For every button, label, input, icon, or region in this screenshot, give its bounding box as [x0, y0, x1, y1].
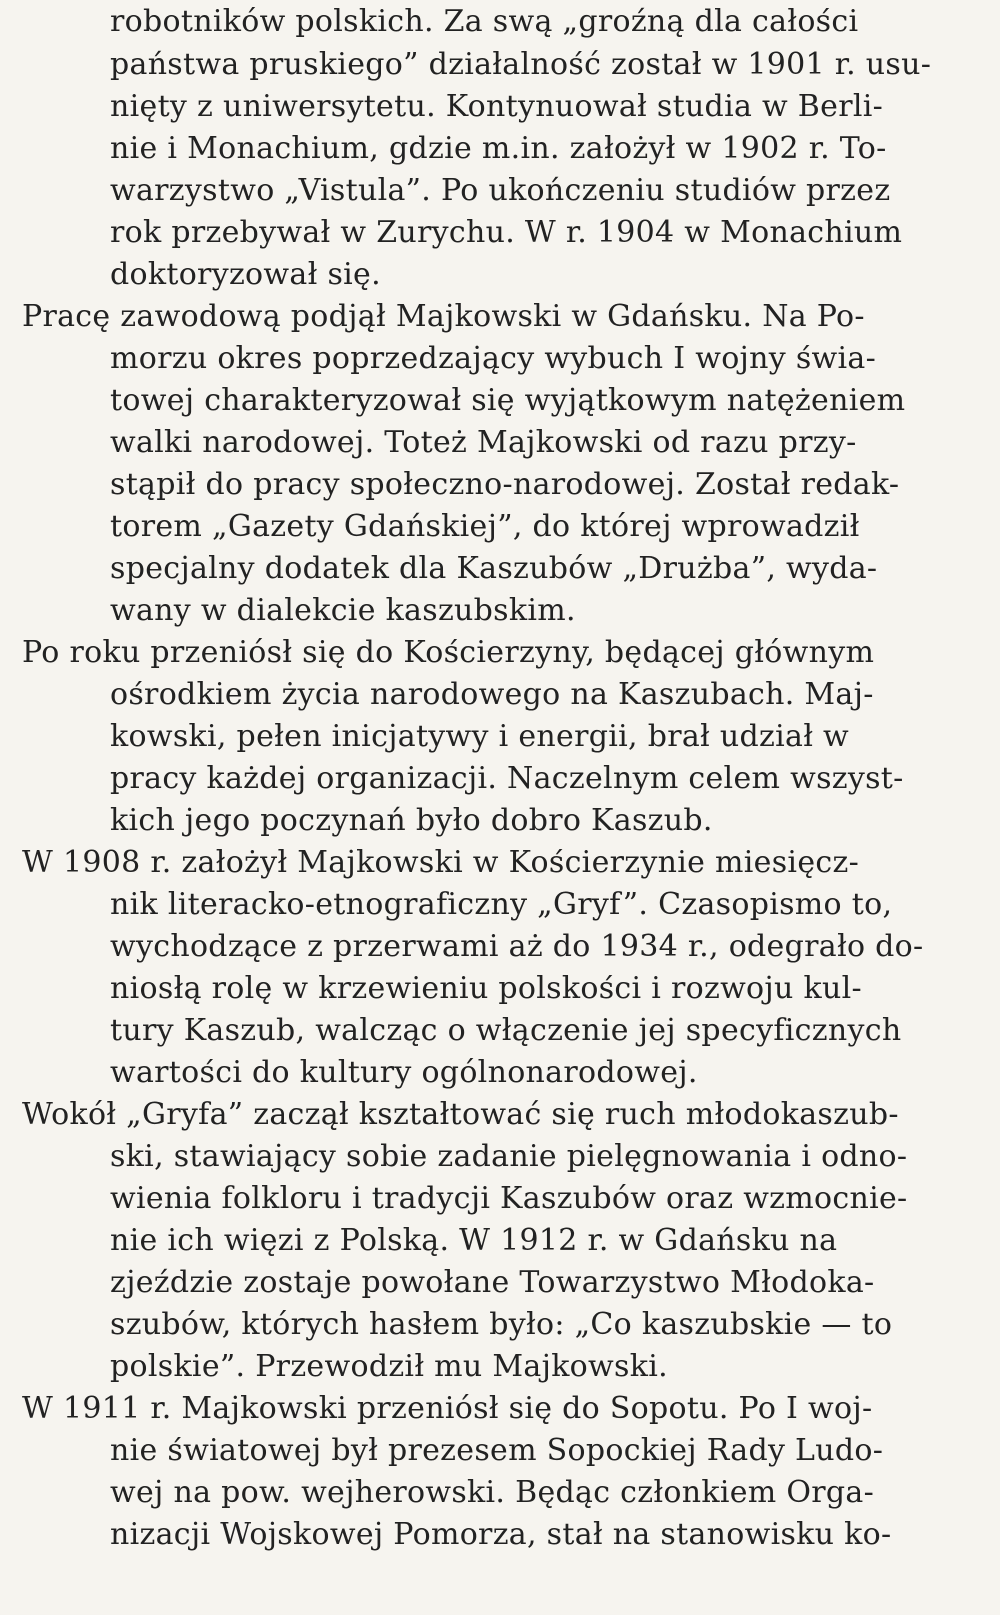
text-line: warzystwo „Vistula”. Po ukończeniu studiów przez — [110, 173, 891, 208]
text-line: niosłą rolę w krzewieniu polskości i rozwoju kul- — [110, 971, 862, 1006]
text-line: kowski, pełen inicjatywy i energii, brał udział w — [110, 719, 850, 754]
text-line: Wokół „Gryfa” zaczął kształtować się ruch młodokaszub- — [22, 1097, 899, 1132]
text-line: robotników polskich. Za swą „groźną dla całości — [110, 4, 859, 39]
text-line: tury Kaszub, walcząc o włączenie jej specyficznych — [110, 1013, 902, 1048]
text-line: torem „Gazety Gdańskiej”, do której wprowadził — [110, 509, 860, 544]
text-line: specjalny dodatek dla Kaszubów „Drużba”, wyda- — [110, 551, 878, 586]
text-line: nie i Monachium, gdzie m.in. założył w 1902 r. To- — [110, 131, 887, 166]
text-line: wienia folkloru i tradycji Kaszubów oraz wzmocnie- — [110, 1181, 908, 1216]
text-line: ośrodkiem życia narodowego na Kaszubach. Maj- — [110, 677, 874, 712]
text-line: walki narodowej. Toteż Majkowski od razu przy- — [110, 425, 857, 460]
text-line: towej charakteryzował się wyjątkowym natężeniem — [110, 383, 906, 418]
text-line: nięty z uniwersytetu. Kontynuował studia w Berli- — [110, 89, 884, 124]
text-line: państwa pruskiego” działalność został w 1901 r. usu- — [110, 47, 932, 82]
text-line: wartości do kultury ogólnonarodowej. — [110, 1055, 698, 1090]
text-line: rok przebywał w Zurychu. W r. 1904 w Monachium — [110, 215, 903, 250]
text-line: wej na pow. wejherowski. Będąc członkiem Orga- — [110, 1475, 875, 1510]
text-line: Po roku przeniósł się do Kościerzyny, będącej głównym — [22, 635, 875, 670]
text-line: morzu okres poprzedzający wybuch I wojny świa- — [110, 341, 877, 376]
text-line: W 1908 r. założył Majkowski w Kościerzynie miesięcz- — [22, 845, 860, 880]
text-line: doktoryzował się. — [110, 257, 381, 292]
text-line: W 1911 r. Majkowski przeniósł się do Sopotu. Po I woj- — [22, 1391, 873, 1426]
text-line: ski, stawiający sobie zadanie pielęgnowania i odno- — [110, 1139, 908, 1174]
text-line: Pracę zawodową podjął Majkowski w Gdańsku. Na Po- — [22, 299, 865, 334]
text-line: stąpił do pracy społeczno-narodowej. Został redak- — [110, 467, 900, 502]
text-line: wany w dialekcie kaszubskim. — [110, 593, 576, 628]
text-line: nik literacko-etnograficzny „Gryf”. Czasopismo to, — [110, 887, 893, 922]
text-line: nie światowej był prezesem Sopockiej Rady Ludo- — [110, 1433, 884, 1468]
text-line: nie ich więzi z Polską. W 1912 r. w Gdańsku na — [110, 1223, 838, 1258]
text-line: pracy każdej organizacji. Naczelnym celem wszyst- — [110, 761, 904, 796]
text-line: nizacji Wojskowej Pomorza, stał na stanowisku ko- — [110, 1517, 892, 1552]
text-line: kich jego poczynań było dobro Kaszub. — [110, 803, 713, 838]
text-line: zjeździe zostaje powołane Towarzystwo Młodoka- — [110, 1265, 875, 1300]
text-line: szubów, których hasłem było: „Co kaszubskie — to — [110, 1307, 893, 1342]
text-line: wychodzące z przerwami aż do 1934 r., odegrało do- — [110, 929, 924, 964]
text-line: polskie”. Przewodził mu Majkowski. — [110, 1349, 668, 1384]
